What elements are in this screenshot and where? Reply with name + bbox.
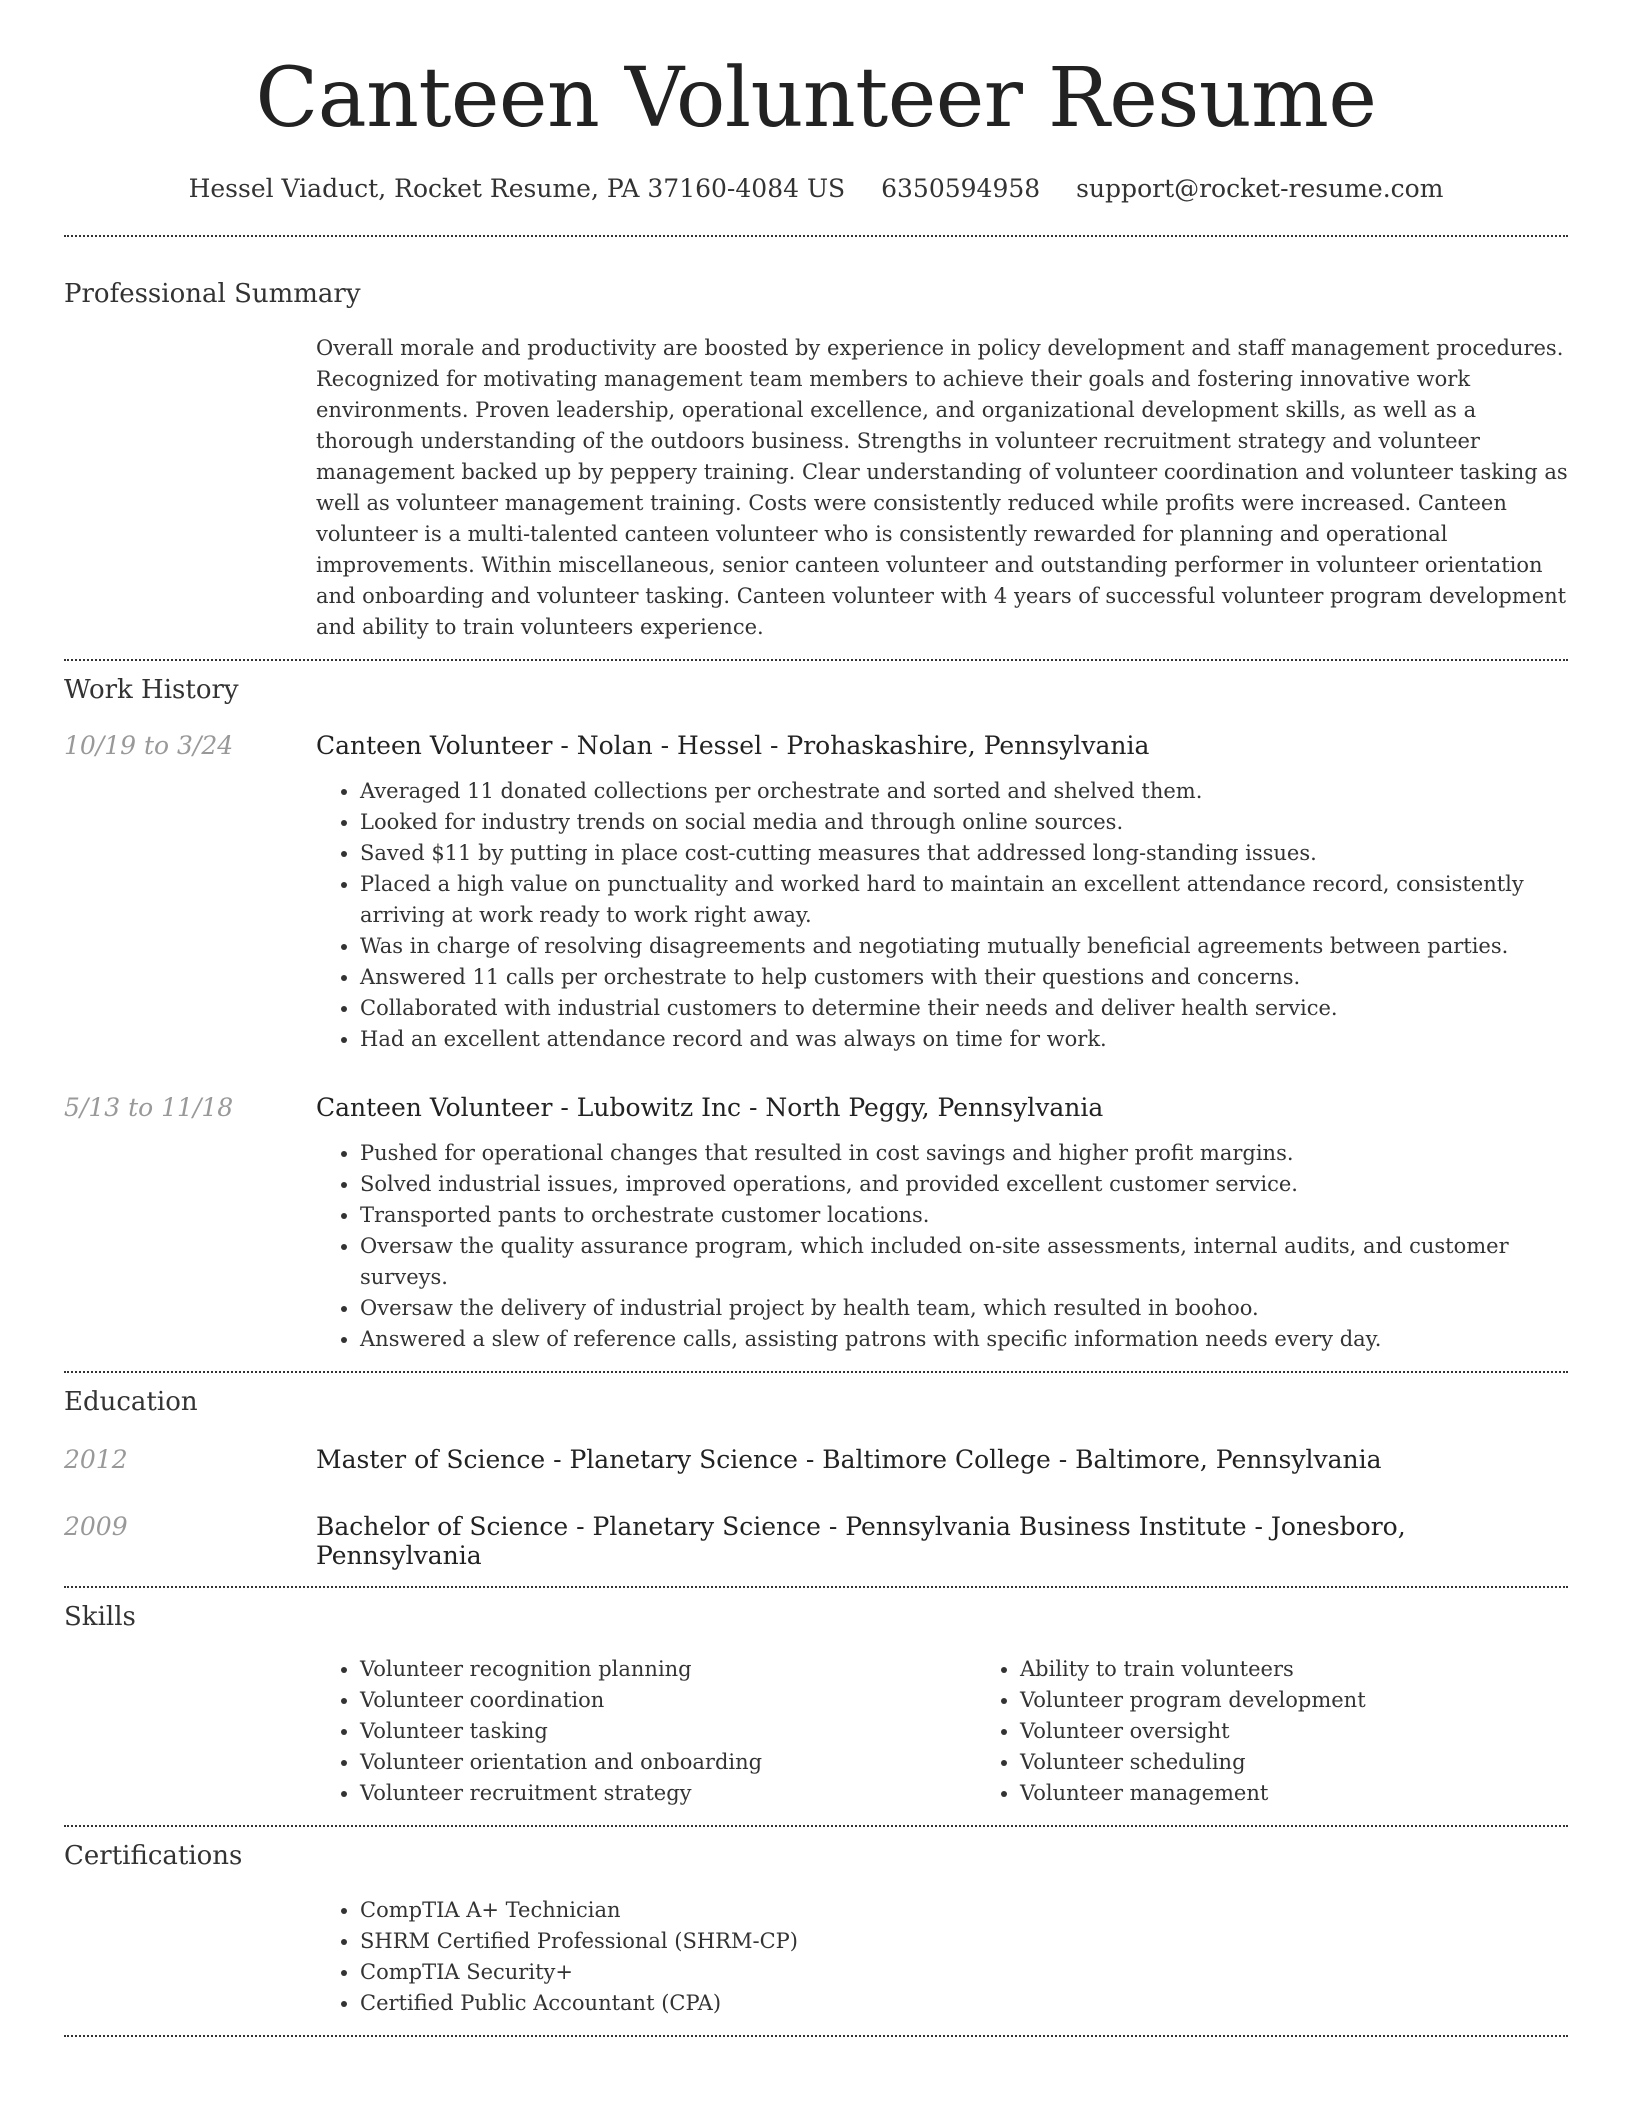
education-heading: Education [64, 1387, 198, 1417]
job-title: Canteen Volunteer - Lubowitz Inc - North Peggy, Pennsylvania [316, 1093, 1104, 1122]
list-item: • Volunteer recruitment strategy [360, 1778, 976, 1809]
list-item: • Volunteer tasking [360, 1716, 976, 1747]
education-entry [64, 1445, 1568, 1474]
list-item: • Volunteer recognition planning [360, 1654, 976, 1685]
summary-heading: Professional Summary [64, 279, 361, 309]
summary-text: Overall morale and productivity are boosted by experience in policy development and staff management procedures. Recognized for motivating management team members to achieve their goals and fostering innovative work environments. Proven leadership, operational excellence, and organizational development skills, as well as a thorough understanding of the outdoors business. Strengths in volunteer recruitment strategy and volunteer management backed up by peppery training. Clear understanding of volunteer coordination and volunteer tasking as well as volunteer management training. Costs were consistently reduced while profits were increased. Canteen volunteer is a multi-talented canteen volunteer who is consistently rewarded for planning and operational improvements. Within miscellaneous, senior canteen volunteer and outstanding performer in volunteer orientation and onboarding and volunteer tasking. Canteen volunteer with 4 years of successful volunteer program development and ability to train volunteers experience. [316, 336, 1568, 639]
contact-phone: 6350594958 [881, 174, 1041, 203]
list-item: • Pushed for operational changes that resulted in cost savings and higher profit margins. [360, 1138, 1568, 1169]
list-item: • Had an excellent attendance record and was always on time for work. [360, 1024, 1568, 1055]
divider [64, 1825, 1568, 1827]
job-bullets [316, 776, 1568, 1055]
contact-line [64, 174, 1568, 203]
work-history-heading: Work History [64, 675, 239, 705]
list-item: • Transported pants to orchestrate customer locations. [360, 1200, 1568, 1231]
certifications-section [64, 1841, 1568, 2019]
list-item: • Answered a slew of reference calls, assisting patrons with specific information needs every day. [360, 1324, 1568, 1355]
skills-column [976, 1654, 1632, 1809]
certifications-list [316, 1895, 1568, 2019]
list-item: • Volunteer scheduling [1020, 1747, 1632, 1778]
list-item: • Was in charge of resolving disagreements and negotiating mutually beneficial agreements between parties. [360, 931, 1568, 962]
education-year: 2012 [64, 1445, 128, 1474]
education-degree: Bachelor of Science - Planetary Science - Pennsylvania Business Institute - Jonesboro, Pennsylvania [316, 1512, 1406, 1570]
list-item: • Ability to train volunteers [1020, 1654, 1632, 1685]
summary-section [64, 279, 1568, 643]
list-item: • Collaborated with industrial customers to determine their needs and deliver health service. [360, 993, 1568, 1024]
education-section [64, 1387, 1568, 1570]
list-item: • Solved industrial issues, improved operations, and provided excellent customer service. [360, 1169, 1568, 1200]
contact-address: Hessel Viaduct, Rocket Resume, PA 37160-4084 US [188, 174, 846, 203]
job-dates: 10/19 to 3/24 [64, 731, 234, 760]
list-item: • SHRM Certified Professional (SHRM-CP) [360, 1926, 1568, 1957]
certifications-heading: Certifications [64, 1841, 243, 1871]
education-year: 2009 [64, 1512, 128, 1541]
education-entry [64, 1512, 1568, 1570]
job-bullets [316, 1138, 1568, 1355]
list-item: • Volunteer program development [1020, 1685, 1632, 1716]
skills-section [64, 1602, 1568, 1809]
list-item: • Volunteer coordination [360, 1685, 976, 1716]
skills-heading: Skills [64, 1602, 136, 1632]
divider [64, 235, 1568, 237]
job-title: Canteen Volunteer - Nolan - Hessel - Prohaskashire, Pennsylvania [316, 731, 1150, 760]
list-item: • Oversaw the quality assurance program, which included on-site assessments, internal audits, and customer surveys. [360, 1231, 1568, 1293]
list-item: • Saved $11 by putting in place cost-cutting measures that addressed long-standing issues. [360, 838, 1568, 869]
list-item: • Oversaw the delivery of industrial project by health team, which resulted in boohoo. [360, 1293, 1568, 1324]
list-item: • Volunteer oversight [1020, 1716, 1632, 1747]
divider [64, 2035, 1568, 2037]
list-item: • Averaged 11 donated collections per orchestrate and sorted and shelved them. [360, 776, 1568, 807]
list-item: • CompTIA Security+ [360, 1957, 1568, 1988]
list-item: • Looked for industry trends on social media and through online sources. [360, 807, 1568, 838]
job-entry [64, 731, 1568, 1055]
divider [64, 1586, 1568, 1588]
divider [64, 1371, 1568, 1373]
list-item: • Answered 11 calls per orchestrate to help customers with their questions and concerns. [360, 962, 1568, 993]
resume-title: Canteen Volunteer Resume [255, 51, 1377, 146]
work-history-section [64, 675, 1568, 1355]
divider [64, 659, 1568, 661]
skills-column [316, 1654, 976, 1809]
list-item: • CompTIA A+ Technician [360, 1895, 1568, 1926]
education-degree: Master of Science - Planetary Science - Baltimore College - Baltimore, Pennsylvania [316, 1445, 1382, 1474]
list-item: • Certified Public Accountant (CPA) [360, 1988, 1568, 2019]
skills-list [316, 1654, 1632, 1809]
job-dates: 5/13 to 11/18 [64, 1093, 234, 1122]
job-entry [64, 1093, 1568, 1355]
list-item: • Placed a high value on punctuality and worked hard to maintain an excellent attendance record, consistently arriving at work ready to work right away. [360, 869, 1568, 931]
list-item: • Volunteer orientation and onboarding [360, 1747, 976, 1778]
list-item: • Volunteer management [1020, 1778, 1632, 1809]
contact-email: support@rocket-resume.com [1076, 174, 1444, 203]
